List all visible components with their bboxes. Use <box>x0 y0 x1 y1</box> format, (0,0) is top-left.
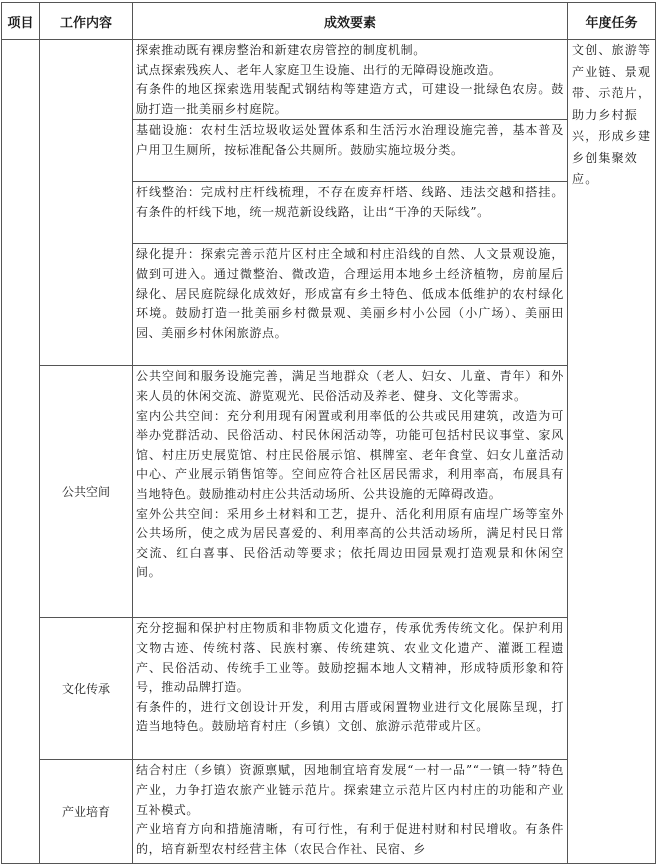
achievement-elements-table <box>1 2 656 864</box>
annual-task-text: 文创、旅游等产业链、景观带、示范片，助力乡村振兴，形成乡建乡创集聚效应。 <box>572 43 652 186</box>
elements-cell <box>133 120 568 182</box>
work-cell-industry-cultivation: 产业培育 <box>40 760 133 864</box>
header-work-content: 工作内容 <box>40 3 133 40</box>
element-paragraph: 绿化提升：探索完善示范片区村庄全域和村庄沿线的自然、人文景观设施，做到可进入。通过微整治、微改造，合理运用本地乡土经济植物，房前屋后绿化、居民庭院绿化成效好，形成富有乡土特色、低成本低维护的农村绿化环境。鼓励打造一批美丽乡村微景观、美丽乡村小公园（小广场）、美丽田园、美丽乡村休闲旅游点。 <box>136 247 564 340</box>
header-achievement-elements: 成效要素 <box>133 3 568 40</box>
elements-cell <box>133 40 568 120</box>
element-paragraph: 充分挖掘和保护村庄物质和非物质文化遗存，传承优秀传统文化。保护利用文物古迹、传统村落、民族村寨、传统建筑、农业文化遗产、灌溉工程遗产、民俗活动、传统手工业等。鼓励挖掘本地人文精神，形成特质形象和符号，推动品牌打造。 <box>136 621 564 695</box>
table-row <box>2 760 656 864</box>
work-cell-public-space: 公共空间 <box>40 366 133 618</box>
elements-cell <box>133 760 568 864</box>
table-row <box>2 40 656 120</box>
element-paragraph: 结合村庄（乡镇）资源禀赋，因地制宜培育发展“一村一品”“一镇一特”特色产业，力争打造农旅产业链示范片。探索建立示范片区内村庄的功能和产业互补模式。 <box>136 763 564 817</box>
element-paragraph: 杆线整治：完成村庄杆线梳理，不存在废弃杆塔、线路、违法交越和搭挂。有条件的杆线下地，统一规范新设线路，让出“干净的天际线”。 <box>136 185 564 219</box>
table-row <box>2 618 656 760</box>
element-paragraph: 产业培育方向和措施清晰，有可行性，有利于促进村财和村民增收。有条件的，培育新型农村经营主体（农民合作社、民宿、乡 <box>136 822 564 856</box>
elements-cell <box>133 244 568 366</box>
table-row <box>2 366 656 618</box>
header-annual-task: 年度任务 <box>568 3 656 40</box>
element-paragraph: 公共空间和服务设施完善，满足当地群众（老人、妇女、儿童、青年）和外来人员的休闲交流、游览观光、民俗活动及养老、健身、文化等需求。 <box>136 369 564 403</box>
elements-cell <box>133 366 568 618</box>
element-paragraph: 探索推动既有裸房整治和新建农房管控的制度机制。 <box>136 43 426 57</box>
work-cell-cultural-heritage: 文化传承 <box>40 618 133 760</box>
element-paragraph: 有条件的，进行文创设计开发，利用古厝或闲置物业进行文化展陈呈现，打造当地特色。鼓励培育村庄（乡镇）文创、旅游示范带或片区。 <box>136 699 564 734</box>
header-item: 项目 <box>2 3 40 40</box>
annual-task-cell <box>568 40 656 864</box>
elements-cell <box>133 182 568 244</box>
element-paragraph: 室内公共空间：充分利用现有闲置或利用率低的公共或民用建筑，改造为可举办党群活动、民俗活动、村民休闲活动等，功能可包括村民议事堂、家风馆、村庄历史展览馆、村庄民俗展示馆、棋牌室、老年食堂、妇女儿童活动中心、产业展示销售馆等。空间应符合社区居民需求，利用率高，布展具有当地特色。鼓励推动村庄公共活动场所、公共设施的无障碍改造。 <box>136 408 564 501</box>
element-paragraph: 基础设施：农村生活垃圾收运处置体系和生活污水治理设施完善，基本普及户用卫生厕所，按标准配备公共厕所。鼓励实施垃圾分类。 <box>136 123 564 157</box>
work-cell-village-environment <box>40 40 133 366</box>
table-header-row <box>2 3 656 40</box>
element-paragraph: 有条件的地区探索选用装配式钢结构等建造方式，可建设一批绿色农房。鼓励打造一批美丽乡村庭院。 <box>136 82 564 116</box>
elements-cell <box>133 618 568 760</box>
element-paragraph: 室外公共空间：采用乡土材料和工艺，提升、活化利用原有庙埕广场等室外公共场所，使之成为居民喜爱的、利用率高的公共活动场所，满足村民日常交流、红白喜事、民俗活动等要求；依托周边田园景观打造观景和休闲空间。 <box>136 506 564 580</box>
item-cell <box>2 40 40 864</box>
element-paragraph: 试点探索残疾人、老年人家庭卫生设施、出行的无障碍设施改造。 <box>136 62 502 77</box>
